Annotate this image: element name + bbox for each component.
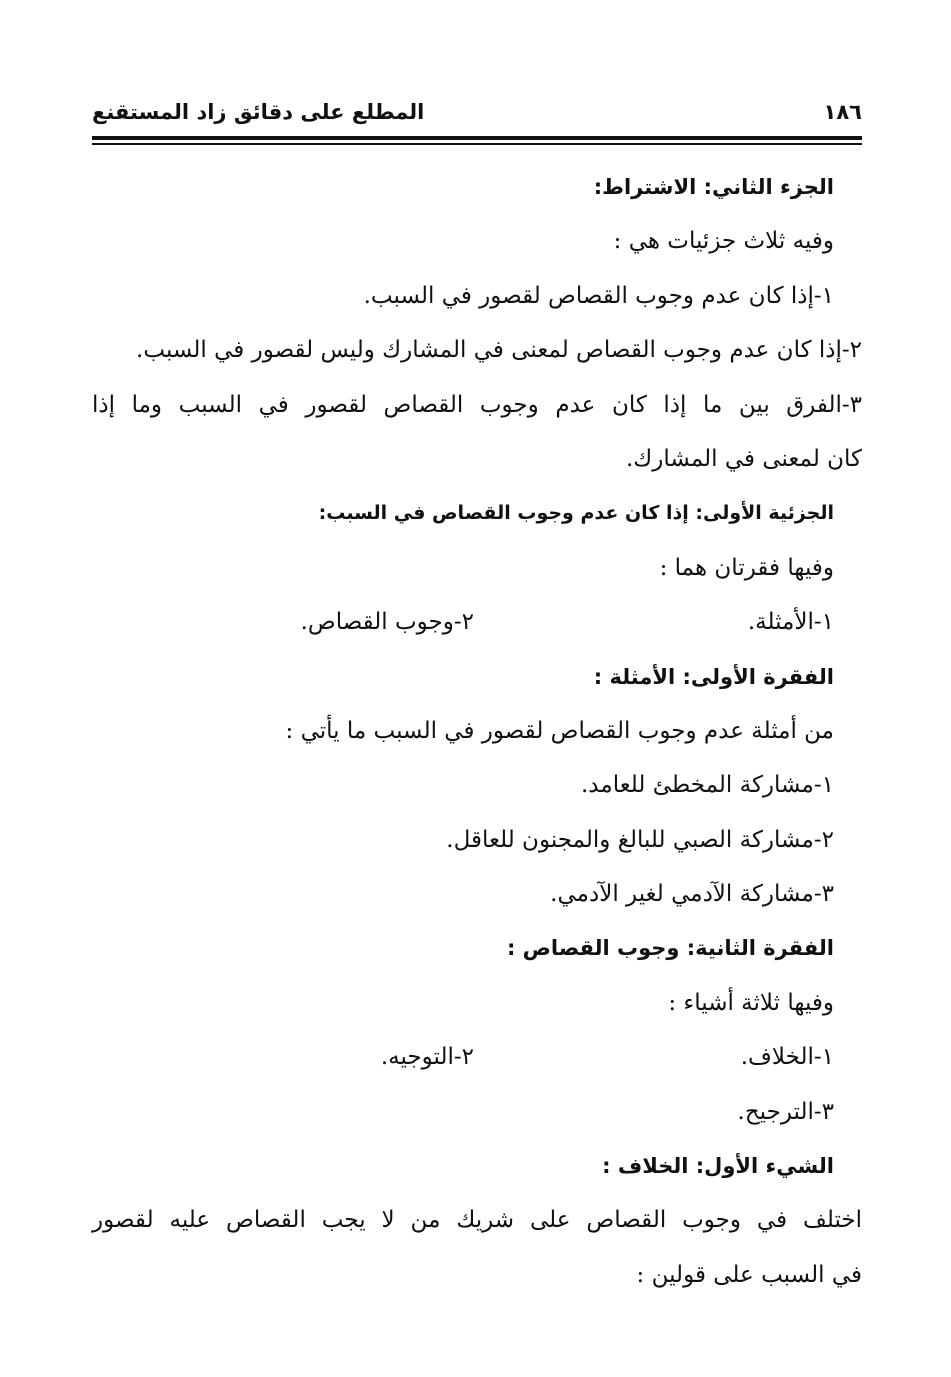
list-item: ٢-التوجيه.	[380, 1044, 474, 1071]
list-item: ١-الأمثلة.	[747, 609, 834, 636]
body-paragraph-line: اختلف في وجوب القصاص على شريك من لا يجب القصاص عليه لقصور	[92, 1207, 862, 1234]
list-item: ٣-مشاركة الآدمي لغير الآدمي.	[550, 881, 834, 908]
body-paragraph-line: في السبب على قولين :	[636, 1261, 862, 1288]
two-column-list	[92, 595, 834, 649]
thing-heading: الشيء الأول: الخلاف :	[602, 1154, 834, 1179]
list-item: ١-مشاركة المخطئ للعامد.	[581, 772, 834, 799]
page-header	[92, 100, 862, 140]
section-heading: الجزء الثاني: الاشتراط:	[593, 175, 834, 199]
list-item-continuation: كان لمعنى في المشارك.	[625, 445, 862, 472]
list-item: ١-إذا كان عدم وجوب القصاص لقصور في السبب.	[363, 282, 834, 309]
subsection-intro: وفيها فقرتان هما :	[659, 554, 834, 581]
subsection-heading: الجزئية الأولى: إذا كان عدم وجوب القصاص في السبب:	[318, 502, 834, 525]
list-item: ١-الخلاف.	[740, 1044, 834, 1071]
running-title: المطلع على دقائق زاد المستقنع	[92, 100, 425, 124]
list-item: ٣-الترجيح.	[737, 1098, 834, 1125]
list-item: ٢-وجوب القصاص.	[300, 609, 474, 636]
list-item: ٢-إذا كان عدم وجوب القصاص لمعنى في المشارك وليس لقصور في السبب.	[136, 337, 862, 364]
page-body	[92, 160, 862, 1302]
paragraph-intro: وفيها ثلاثة أشياء :	[668, 989, 834, 1016]
paragraph-heading: الفقرة الأولى: الأمثلة :	[593, 664, 834, 689]
paragraph-intro: من أمثلة عدم وجوب القصاص لقصور في السبب ما يأتي :	[285, 717, 834, 744]
list-item: ٣-الفرق بين ما إذا كان عدم وجوب القصاص لقصور في السبب وما إذا	[92, 391, 862, 418]
two-column-list	[92, 1030, 834, 1084]
header-rule-thin	[92, 143, 862, 145]
page-number: ١٨٦	[823, 100, 862, 124]
section-intro: وفيه ثلاث جزئيات هي :	[613, 228, 834, 255]
paragraph-heading: الفقرة الثانية: وجوب القصاص :	[506, 936, 834, 961]
list-item: ٢-مشاركة الصبي للبالغ والمجنون للعاقل.	[446, 826, 834, 853]
header-rule-thick	[92, 136, 862, 140]
